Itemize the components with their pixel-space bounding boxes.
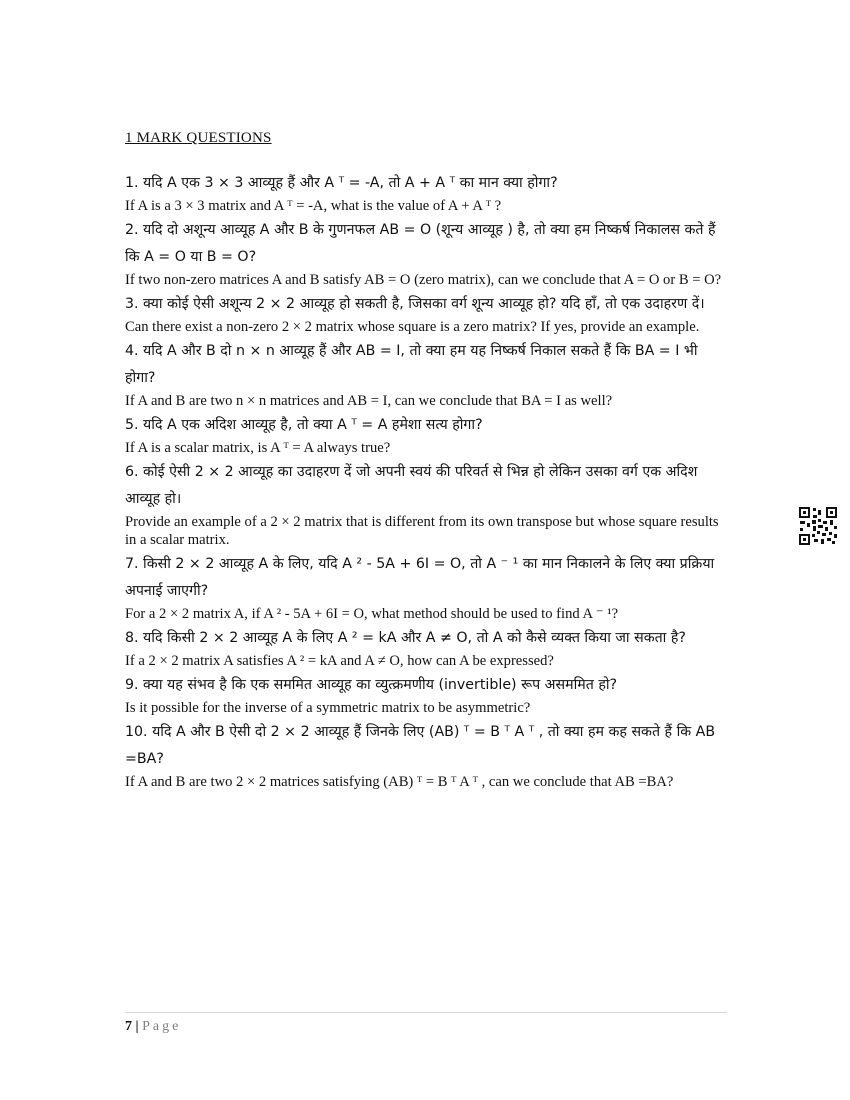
page-number: 7 xyxy=(125,1019,132,1034)
question-7 xyxy=(125,551,725,623)
question-2 xyxy=(125,217,725,289)
question-8-hindi: 8. यदि किसी 2 × 2 आव्यूह A के लिए A ² = kA और A ≠ O, तो A को कैसे व्यक्त किया जा सकता है? xyxy=(125,630,686,646)
question-2-hindi: 2. यदि दो अशून्य आव्यूह A और B के गुणनफल AB = O (शून्य आव्यूह ) है, तो क्या हम निष्कर्ष निकालस कते हैं कि A = O या B = O? xyxy=(125,222,716,265)
question-10-english: If A and B are two 2 × 2 matrices satisfying (AB) ᵀ = B ᵀ A ᵀ , can we conclude that AB =BA? xyxy=(125,774,674,790)
question-5-hindi: 5. यदि A एक अदिश आव्यूह है, तो क्या A ᵀ = A हमेशा सत्य होगा? xyxy=(125,417,483,433)
question-6-hindi: 6. कोई ऐसी 2 × 2 आव्यूह का उदाहरण दें जो अपनी स्वयं की परिवर्त से भिन्न हो लेकिन उसका वर्ग एक अदिश आव्यूह हो। xyxy=(125,464,698,507)
question-7-english: For a 2 × 2 matrix A, if A ² - 5A + 6I = O, what method should be used to find A ⁻ ¹? xyxy=(125,606,619,622)
question-6 xyxy=(125,459,725,549)
question-3 xyxy=(125,291,725,336)
question-1-hindi: 1. यदि A एक 3 × 3 आव्यूह हैं और A ᵀ = -A, तो A + A ᵀ का मान क्या होगा? xyxy=(125,175,558,191)
section-heading: 1 MARK QUESTIONS xyxy=(125,130,272,146)
question-10-hindi: 10. यदि A और B ऐसी दो 2 × 2 आव्यूह हैं जिनके लिए (AB) ᵀ = B ᵀ A ᵀ , तो क्या हम कह सकते हैं कि AB =BA? xyxy=(125,724,716,767)
question-4-hindi: 4. यदि A और B दो n × n आव्यूह हैं और AB = I, तो क्या हम यह निष्कर्ष निकाल सकते हैं कि BA = I भी होगा? xyxy=(125,343,698,386)
question-5 xyxy=(125,412,725,457)
question-6-english: Provide an example of a 2 × 2 matrix that is different from its own transpose but whose square results in a scalar matrix. xyxy=(125,514,719,548)
question-5-english: If A is a scalar matrix, is A ᵀ = A always true? xyxy=(125,440,391,456)
footer-separator: | xyxy=(132,1019,143,1034)
question-4 xyxy=(125,338,725,410)
question-4-english: If A and B are two n × n matrices and AB = I, can we conclude that BA = I as well? xyxy=(125,393,613,409)
question-8 xyxy=(125,625,725,670)
question-8-english: If a 2 × 2 matrix A satisfies A ² = kA and A ≠ O, how can A be expressed? xyxy=(125,653,554,669)
question-1-english: If A is a 3 × 3 matrix and A ᵀ = -A, what is the value of A + A ᵀ ? xyxy=(125,198,502,214)
question-9-english: Is it possible for the inverse of a symmetric matrix to be asymmetric? xyxy=(125,700,531,716)
page-label: Page xyxy=(142,1019,182,1034)
question-10 xyxy=(125,719,725,791)
question-3-hindi: 3. क्या कोई ऐसी अशून्य 2 × 2 आव्यूह हो सकती है, जिसका वर्ग शून्य आव्यूह हो? यदि हाँ, तो एक उदाहरण दें। xyxy=(125,296,705,312)
page-footer xyxy=(125,1012,727,1035)
question-9 xyxy=(125,672,725,717)
question-7-hindi: 7. किसी 2 × 2 आव्यूह A के लिए, यदि A ² - 5A + 6I = O, तो A ⁻ ¹ का मान निकालने के लिए क्या प्रक्रिया अपनाई जाएगी? xyxy=(125,556,715,599)
question-3-english: Can there exist a non-zero 2 × 2 matrix whose square is a zero matrix? If yes, provide an example. xyxy=(125,319,700,335)
question-1 xyxy=(125,170,725,215)
question-2-english: If two non-zero matrices A and B satisfy AB = O (zero matrix), can we conclude that A = O or B = O? xyxy=(125,272,722,288)
question-9-hindi: 9. क्या यह संभव है कि एक सममित आव्यूह का व्युत्क्रमणीय (invertible) रूप असममित हो? xyxy=(125,677,618,693)
qr-code-icon xyxy=(798,506,838,546)
question-list xyxy=(125,170,725,793)
